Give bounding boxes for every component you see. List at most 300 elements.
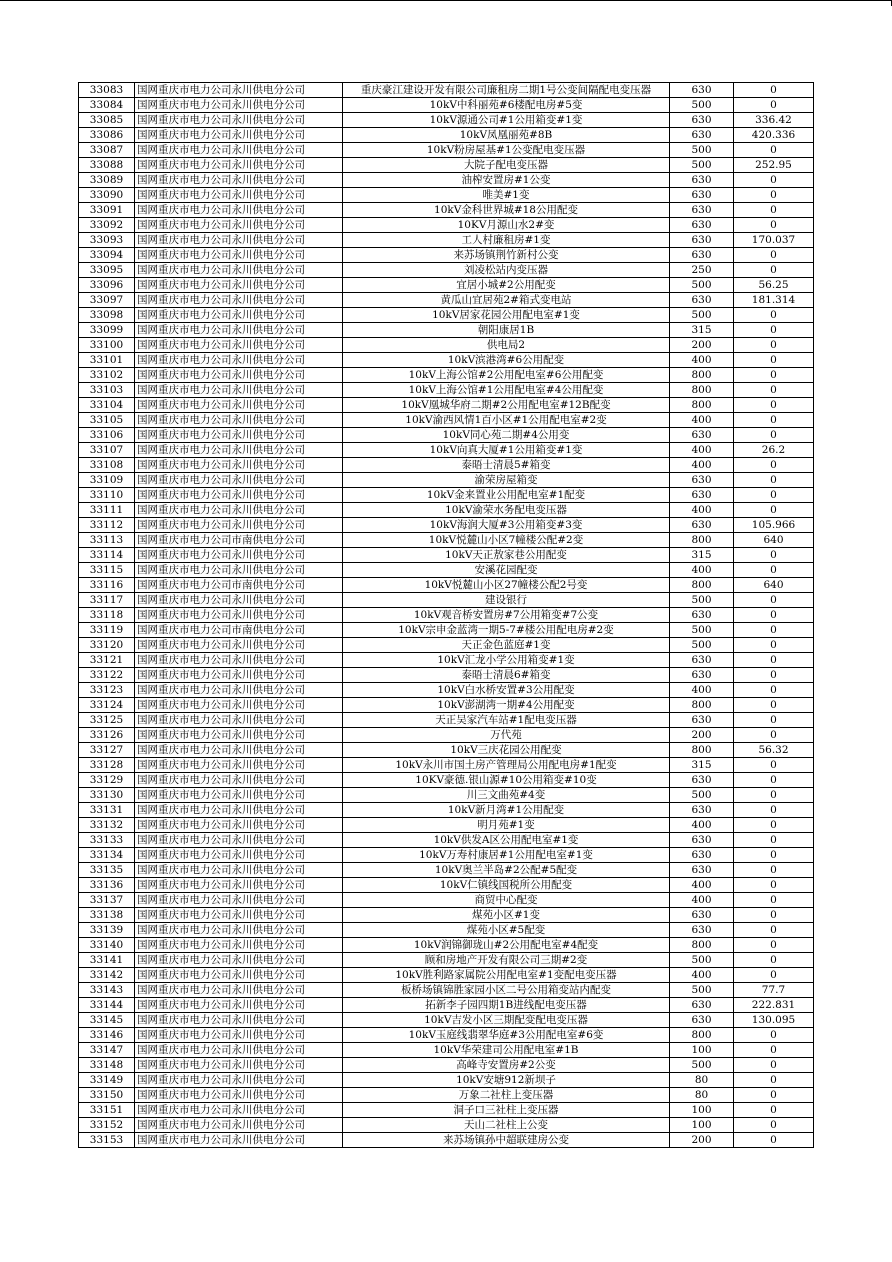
cell-transformer-name: 10KV月源山水2#变 [343,218,670,233]
cell-capacity: 630 [670,488,734,503]
cell-transformer-name: 10kV向真大厦#1公用箱变#1变 [343,443,670,458]
cell-value: 0 [734,968,814,983]
cell-company: 国网重庆市电力公司永川供电分公司 [135,1043,343,1058]
cell-id: 33087 [79,143,135,158]
table-row [79,998,814,1013]
cell-transformer-name: 10kV澎湖湾一期#4公用配变 [343,698,670,713]
cell-transformer-name: 川三文曲苑#4变 [343,788,670,803]
cell-company: 国网重庆市电力公司永川供电分公司 [135,593,343,608]
cell-company: 国网重庆市电力公司永川供电分公司 [135,1073,343,1088]
cell-company: 国网重庆市电力公司永川供电分公司 [135,1088,343,1103]
table-row [79,953,814,968]
cell-transformer-name: 来苏场镇荆竹新村公变 [343,248,670,263]
cell-company: 国网重庆市电力公司永川供电分公司 [135,428,343,443]
cell-value: 0 [734,788,814,803]
cell-transformer-name: 10kV滨港湾#6公用配变 [343,353,670,368]
cell-value: 0 [734,593,814,608]
cell-value: 0 [734,1103,814,1118]
cell-capacity: 800 [670,398,734,413]
cell-company: 国网重庆市电力公司永川供电分公司 [135,848,343,863]
cell-capacity: 315 [670,548,734,563]
cell-id: 33126 [79,728,135,743]
cell-id: 33103 [79,383,135,398]
cell-company: 国网重庆市电力公司永川供电分公司 [135,113,343,128]
cell-transformer-name: 10kV同心苑二期#4公用变 [343,428,670,443]
cell-value: 0 [734,713,814,728]
cell-transformer-name: 10kV三庆花园公用配变 [343,743,670,758]
cell-capacity: 400 [670,443,734,458]
table-row [79,938,814,953]
table-row [79,1118,814,1133]
table-row [79,653,814,668]
cell-capacity: 800 [670,383,734,398]
cell-company: 国网重庆市电力公司永川供电分公司 [135,293,343,308]
cell-value: 252.95 [734,158,814,173]
cell-transformer-name: 10kV仁镇线国税所公用配变 [343,878,670,893]
cell-id: 33096 [79,278,135,293]
table-body [79,83,814,1148]
cell-capacity: 630 [670,293,734,308]
cell-value: 0 [734,1028,814,1043]
cell-id: 33099 [79,323,135,338]
cell-company: 国网重庆市电力公司永川供电分公司 [135,728,343,743]
cell-transformer-name: 10kV润锦御珑山#2公用配电室#4配变 [343,938,670,953]
cell-company: 国网重庆市电力公司永川供电分公司 [135,818,343,833]
table-row [79,743,814,758]
cell-id: 33153 [79,1133,135,1148]
table-row [79,563,814,578]
cell-capacity: 630 [670,113,734,128]
table-row [79,1088,814,1103]
cell-value: 0 [734,488,814,503]
cell-capacity: 400 [670,353,734,368]
cell-capacity: 500 [670,1058,734,1073]
cell-value: 0 [734,638,814,653]
cell-capacity: 630 [670,1013,734,1028]
cell-value: 0 [734,218,814,233]
table-row [79,1058,814,1073]
cell-transformer-name: 重庆豪江建设开发有限公司廉租房二期1号公变间隔配电变压器 [343,83,670,98]
cell-id: 33097 [79,293,135,308]
table-row [79,323,814,338]
cell-capacity: 100 [670,1103,734,1118]
cell-value: 640 [734,578,814,593]
table-row [79,383,814,398]
cell-id: 33125 [79,713,135,728]
cell-transformer-name: 天山二社柱上公变 [343,1118,670,1133]
cell-transformer-name: 10kV永川市国土房产管理局公用配电房#1配变 [343,758,670,773]
cell-transformer-name: 油榨安置房#1公变 [343,173,670,188]
cell-transformer-name: 10kV吉发小区三期配变配电变压器 [343,1013,670,1028]
cell-value: 170.037 [734,233,814,248]
cell-value: 0 [734,173,814,188]
cell-id: 33101 [79,353,135,368]
cell-transformer-name: 10kV上海公馆#2公用配电室#6公用配变 [343,368,670,383]
table-row [79,668,814,683]
cell-value: 0 [734,458,814,473]
cell-id: 33106 [79,428,135,443]
cell-id: 33088 [79,158,135,173]
cell-id: 33135 [79,863,135,878]
cell-transformer-name: 10kV玉庭线翡翠华庭#3公用配电室#6变 [343,1028,670,1043]
cell-company: 国网重庆市电力公司永川供电分公司 [135,773,343,788]
cell-company: 国网重庆市电力公司永川供电分公司 [135,338,343,353]
cell-capacity: 630 [670,833,734,848]
cell-capacity: 500 [670,593,734,608]
cell-company: 国网重庆市电力公司永川供电分公司 [135,1118,343,1133]
table-row [79,203,814,218]
cell-id: 33114 [79,548,135,563]
cell-id: 33084 [79,98,135,113]
cell-value: 0 [734,413,814,428]
cell-company: 国网重庆市电力公司永川供电分公司 [135,353,343,368]
cell-id: 33137 [79,893,135,908]
table-row [79,848,814,863]
cell-capacity: 500 [670,158,734,173]
table-row [79,1013,814,1028]
cell-capacity: 315 [670,323,734,338]
cell-transformer-name: 10kV居家花园公用配电室#1变 [343,308,670,323]
table-row [79,98,814,113]
cell-value: 0 [734,773,814,788]
cell-id: 33133 [79,833,135,848]
cell-company: 国网重庆市电力公司永川供电分公司 [135,563,343,578]
cell-value: 0 [734,653,814,668]
cell-company: 国网重庆市电力公司永川供电分公司 [135,743,343,758]
cell-value: 0 [734,383,814,398]
cell-value: 0 [734,398,814,413]
cell-value: 0 [734,428,814,443]
table-row [79,398,814,413]
cell-company: 国网重庆市电力公司永川供电分公司 [135,683,343,698]
cell-company: 国网重庆市电力公司市南供电分公司 [135,623,343,638]
cell-company: 国网重庆市电力公司永川供电分公司 [135,1028,343,1043]
cell-value: 640 [734,533,814,548]
cell-company: 国网重庆市电力公司永川供电分公司 [135,908,343,923]
cell-id: 33152 [79,1118,135,1133]
cell-capacity: 630 [670,908,734,923]
table-row [79,608,814,623]
cell-capacity: 800 [670,533,734,548]
cell-transformer-name: 10kV汇龙小学公用箱变#1变 [343,653,670,668]
table-row [79,713,814,728]
cell-company: 国网重庆市电力公司永川供电分公司 [135,488,343,503]
cell-capacity: 800 [670,938,734,953]
cell-capacity: 630 [670,803,734,818]
cell-company: 国网重庆市电力公司永川供电分公司 [135,893,343,908]
cell-id: 33120 [79,638,135,653]
cell-company: 国网重庆市电力公司永川供电分公司 [135,803,343,818]
cell-id: 33141 [79,953,135,968]
cell-id: 33100 [79,338,135,353]
cell-capacity: 500 [670,308,734,323]
cell-id: 33129 [79,773,135,788]
cell-transformer-name: 10kV安塘912新坝子 [343,1073,670,1088]
cell-company: 国网重庆市电力公司永川供电分公司 [135,398,343,413]
table-row [79,488,814,503]
cell-capacity: 630 [670,998,734,1013]
table-row [79,293,814,308]
cell-transformer-name: 黄瓜山宜居苑2#箱式变电站 [343,293,670,308]
cell-value: 0 [734,833,814,848]
cell-transformer-name: 10kV金科世界城#18公用配变 [343,203,670,218]
cell-id: 33134 [79,848,135,863]
cell-id: 33108 [79,458,135,473]
cell-capacity: 80 [670,1073,734,1088]
cell-capacity: 630 [670,713,734,728]
cell-capacity: 630 [670,128,734,143]
cell-company: 国网重庆市电力公司永川供电分公司 [135,668,343,683]
cell-id: 33136 [79,878,135,893]
cell-id: 33091 [79,203,135,218]
cell-transformer-name: 宜居小城#2公用配变 [343,278,670,293]
cell-value: 0 [734,1088,814,1103]
cell-transformer-name: 高峰寺安置房#2公变 [343,1058,670,1073]
cell-capacity: 630 [670,188,734,203]
cell-id: 33083 [79,83,135,98]
cell-transformer-name: 10kV宗申金蓝湾一期5-7#楼公用配电房#2变 [343,623,670,638]
table-row [79,968,814,983]
cell-company: 国网重庆市电力公司永川供电分公司 [135,98,343,113]
cell-transformer-name: 10kV新月湾#1公用配变 [343,803,670,818]
cell-transformer-name: 天正金色蓝庭#1变 [343,638,670,653]
table-row [79,638,814,653]
cell-value: 0 [734,563,814,578]
cell-id: 33123 [79,683,135,698]
cell-transformer-name: 10kV悦麓山小区27幢楼公配2号变 [343,578,670,593]
cell-id: 33132 [79,818,135,833]
cell-id: 33121 [79,653,135,668]
transformer-table [78,82,814,1148]
cell-id: 33143 [79,983,135,998]
cell-company: 国网重庆市电力公司永川供电分公司 [135,713,343,728]
table-row [79,458,814,473]
table-row [79,353,814,368]
cell-capacity: 630 [670,608,734,623]
cell-id: 33130 [79,788,135,803]
cell-capacity: 630 [670,428,734,443]
cell-value: 0 [734,248,814,263]
cell-id: 33109 [79,473,135,488]
cell-value: 130.095 [734,1013,814,1028]
cell-transformer-name: 建设银行 [343,593,670,608]
cell-company: 国网重庆市电力公司永川供电分公司 [135,323,343,338]
table-row [79,128,814,143]
cell-transformer-name: 工人村廉租房#1变 [343,233,670,248]
cell-id: 33094 [79,248,135,263]
cell-id: 33151 [79,1103,135,1118]
cell-transformer-name: 板桥场镇锦胜家园小区二号公用箱变站内配变 [343,983,670,998]
cell-company: 国网重庆市电力公司永川供电分公司 [135,503,343,518]
cell-value: 0 [734,353,814,368]
cell-company: 国网重庆市电力公司永川供电分公司 [135,218,343,233]
cell-value: 77.7 [734,983,814,998]
cell-transformer-name: 10kV渝荣水务配电变压器 [343,503,670,518]
cell-capacity: 630 [670,518,734,533]
cell-value: 0 [734,848,814,863]
cell-id: 33098 [79,308,135,323]
cell-capacity: 400 [670,893,734,908]
table-row [79,698,814,713]
cell-company: 国网重庆市电力公司永川供电分公司 [135,458,343,473]
cell-capacity: 400 [670,503,734,518]
table-row [79,503,814,518]
table-row [79,893,814,908]
cell-company: 国网重庆市电力公司永川供电分公司 [135,368,343,383]
cell-transformer-name: 朝阳康居1B [343,323,670,338]
cell-value: 0 [734,308,814,323]
cell-company: 国网重庆市电力公司永川供电分公司 [135,308,343,323]
cell-value: 0 [734,548,814,563]
cell-capacity: 400 [670,413,734,428]
cell-id: 33142 [79,968,135,983]
cell-value: 0 [734,503,814,518]
cell-id: 33139 [79,923,135,938]
cell-id: 33122 [79,668,135,683]
cell-company: 国网重庆市电力公司永川供电分公司 [135,203,343,218]
table-row [79,83,814,98]
cell-id: 33131 [79,803,135,818]
cell-capacity: 100 [670,1043,734,1058]
cell-company: 国网重庆市电力公司永川供电分公司 [135,998,343,1013]
cell-id: 33144 [79,998,135,1013]
cell-id: 33128 [79,758,135,773]
table-row [79,113,814,128]
cell-value: 0 [734,368,814,383]
table-row [79,158,814,173]
cell-company: 国网重庆市电力公司永川供电分公司 [135,953,343,968]
cell-id: 33086 [79,128,135,143]
cell-id: 33111 [79,503,135,518]
cell-capacity: 500 [670,623,734,638]
cell-value: 56.25 [734,278,814,293]
cell-transformer-name: 大院子配电变压器 [343,158,670,173]
cell-value: 0 [734,188,814,203]
cell-company: 国网重庆市电力公司永川供电分公司 [135,443,343,458]
cell-capacity: 200 [670,338,734,353]
cell-company: 国网重庆市电力公司永川供电分公司 [135,833,343,848]
cell-value: 0 [734,863,814,878]
cell-capacity: 630 [670,848,734,863]
cell-transformer-name: 供电局2 [343,338,670,353]
cell-company: 国网重庆市电力公司永川供电分公司 [135,278,343,293]
cell-value: 0 [734,263,814,278]
cell-capacity: 250 [670,263,734,278]
cell-company: 国网重庆市电力公司永川供电分公司 [135,173,343,188]
cell-id: 33149 [79,1073,135,1088]
cell-capacity: 315 [670,758,734,773]
cell-transformer-name: 10kV华荣建司公用配电室#1B [343,1043,670,1058]
table-row [79,533,814,548]
table-row [79,908,814,923]
cell-company: 国网重庆市电力公司永川供电分公司 [135,548,343,563]
cell-transformer-name: 10kV凰城华府二期#2公用配电室#12B配变 [343,398,670,413]
table-row [79,788,814,803]
cell-company: 国网重庆市电力公司永川供电分公司 [135,1103,343,1118]
cell-value: 0 [734,1058,814,1073]
table-row [79,803,814,818]
cell-transformer-name: 泰晤士清晨5#箱变 [343,458,670,473]
cell-transformer-name: 万象二社柱上变压器 [343,1088,670,1103]
cell-company: 国网重庆市电力公司永川供电分公司 [135,938,343,953]
cell-transformer-name: 10kV海润大厦#3公用箱变#3变 [343,518,670,533]
cell-value: 0 [734,323,814,338]
cell-transformer-name: 顾和房地产开发有限公司三期#2变 [343,953,670,968]
table-row [79,833,814,848]
table-row [79,1028,814,1043]
cell-value: 0 [734,623,814,638]
cell-company: 国网重庆市电力公司永川供电分公司 [135,758,343,773]
cell-transformer-name: 渝荣房屋箱变 [343,473,670,488]
cell-transformer-name: 拓新李子园四期1B进线配电变压器 [343,998,670,1013]
cell-id: 33110 [79,488,135,503]
cell-capacity: 500 [670,953,734,968]
table-row [79,218,814,233]
cell-capacity: 800 [670,578,734,593]
cell-capacity: 200 [670,1133,734,1148]
cell-id: 33146 [79,1028,135,1043]
cell-id: 33127 [79,743,135,758]
cell-company: 国网重庆市电力公司永川供电分公司 [135,233,343,248]
cell-transformer-name: 10kV上海公馆#1公用配电室#4公用配变 [343,383,670,398]
cell-id: 33147 [79,1043,135,1058]
cell-capacity: 400 [670,563,734,578]
cell-value: 222.831 [734,998,814,1013]
cell-company: 国网重庆市电力公司永川供电分公司 [135,638,343,653]
cell-transformer-name: 10kV中科丽苑#6楼配电房#5变 [343,98,670,113]
cell-capacity: 630 [670,668,734,683]
table-row [79,623,814,638]
table-row [79,983,814,998]
cell-id: 33138 [79,908,135,923]
table-row [79,1133,814,1148]
cell-capacity: 500 [670,278,734,293]
cell-capacity: 400 [670,683,734,698]
cell-capacity: 630 [670,83,734,98]
cell-company: 国网重庆市电力公司永川供电分公司 [135,863,343,878]
cell-transformer-name: 刘凌松站内变压器 [343,263,670,278]
cell-transformer-name: 泰晤士清晨6#箱变 [343,668,670,683]
cell-id: 33150 [79,1088,135,1103]
cell-company: 国网重庆市电力公司永川供电分公司 [135,608,343,623]
cell-company: 国网重庆市电力公司永川供电分公司 [135,413,343,428]
cell-company: 国网重庆市电力公司永川供电分公司 [135,263,343,278]
cell-id: 33124 [79,698,135,713]
cell-id: 33092 [79,218,135,233]
cell-value: 0 [734,1073,814,1088]
cell-company: 国网重庆市电力公司永川供电分公司 [135,968,343,983]
cell-company: 国网重庆市电力公司永川供电分公司 [135,128,343,143]
cell-capacity: 630 [670,218,734,233]
cell-value: 0 [734,908,814,923]
cell-capacity: 630 [670,863,734,878]
cell-capacity: 800 [670,368,734,383]
cell-value: 0 [734,683,814,698]
cell-transformer-name: 万代苑 [343,728,670,743]
cell-capacity: 630 [670,653,734,668]
cell-value: 56.32 [734,743,814,758]
cell-capacity: 500 [670,98,734,113]
cell-value: 0 [734,1118,814,1133]
cell-value: 0 [734,608,814,623]
cell-value: 0 [734,698,814,713]
cell-capacity: 400 [670,968,734,983]
cell-id: 33119 [79,623,135,638]
cell-value: 0 [734,938,814,953]
cell-transformer-name: 10KV豪德.银山源#10公用箱变#10变 [343,773,670,788]
table-row [79,578,814,593]
cell-transformer-name: 10kV金来置业公用配电室#1配变 [343,488,670,503]
